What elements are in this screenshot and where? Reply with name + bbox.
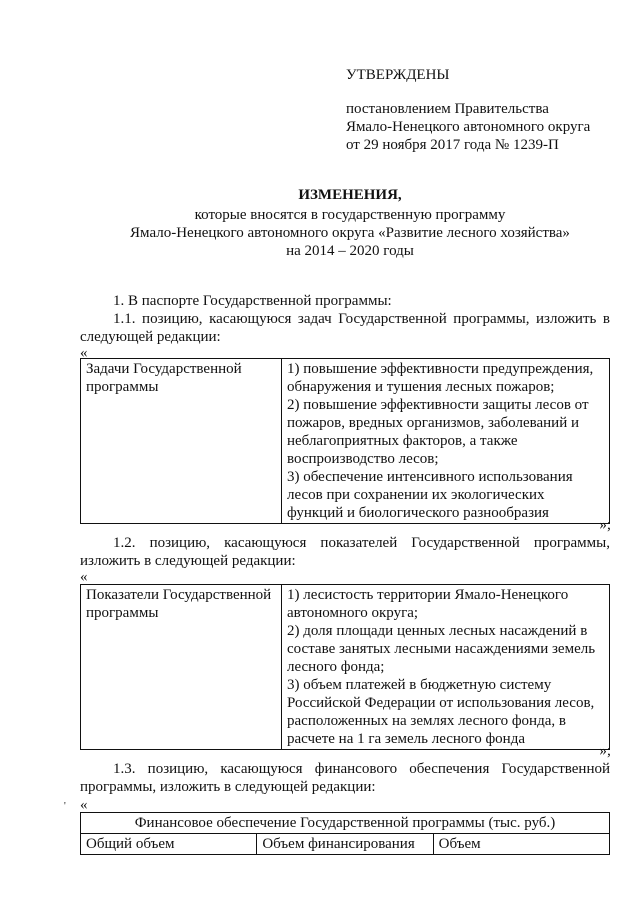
list-item: 1) повышение эффективности предупреждения, обнаружения и тушения лесных пожаров; xyxy=(287,361,594,395)
financing-table xyxy=(80,812,610,855)
section-title: 1. В паспорте Государственной программы: xyxy=(113,293,392,309)
close-quote: »; xyxy=(599,743,611,759)
approval-block xyxy=(346,66,626,154)
table-cell: Объем финансирования xyxy=(257,834,433,855)
paragraph-1-2: 1.2. позицию, касающуюся показателей Государственной программы, изложить в следующей редакции: xyxy=(80,535,610,569)
paragraph-1-3: 1.3. позицию, касающуюся финансового обеспечения Государственной программы, изложить в следующей редакции: xyxy=(80,761,610,795)
document-subtitle-line: которые вносятся в государственную программу xyxy=(194,207,506,223)
approval-line: Ямало-Ненецкого автономного округа xyxy=(346,119,591,135)
list-item: 2) доля площади ценных лесных насаждений в составе занятых лесными насаждениями земель лесного фонда; xyxy=(287,623,596,675)
stray-mark: ' xyxy=(64,801,66,812)
document-subtitle-line: на 2014 – 2020 годы xyxy=(286,243,414,259)
tasks-list xyxy=(282,359,610,524)
list-item: 2) повышение эффективности защиты лесов от пожаров, вредных организмов, заболеваний и неблагоприятных факторов, а также воспроизводство лесов; xyxy=(287,397,589,467)
table-cell: Объем xyxy=(433,834,609,855)
indicators-table xyxy=(80,584,610,750)
tasks-table xyxy=(80,358,610,524)
list-item: 3) объем платежей в бюджетную систему Российской Федерации от использования лесов, расположенных на землях лесного фонда, в расчете на 1 га земель лесного фонда xyxy=(287,677,595,747)
open-quote: « xyxy=(80,569,88,585)
approval-line: от 29 ноября 2017 года № 1239-П xyxy=(346,137,559,153)
open-quote: « xyxy=(80,345,88,361)
tasks-label: Задачи Государственной программы xyxy=(81,359,282,524)
paragraph-1-1: 1.1. позицию, касающуюся задач Государственной программы, изложить в следующей редакции: xyxy=(80,311,610,345)
approval-title: УТВЕРЖДЕНЫ xyxy=(346,67,450,83)
open-quote: « xyxy=(80,797,88,813)
list-item: 3) обеспечение интенсивного использования лесов при сохранении их экологических функций и биологического разнообразия xyxy=(287,469,573,521)
approval-line: постановлением Правительства xyxy=(346,101,549,117)
indicators-list xyxy=(282,585,610,750)
document-subtitle-line: Ямало-Ненецкого автономного округа «Развитие лесного хозяйства» xyxy=(130,225,570,241)
table-cell: Общий объем xyxy=(81,834,257,855)
close-quote: »; xyxy=(599,517,611,533)
indicators-label: Показатели Государственной программы xyxy=(81,585,282,750)
list-item: 1) лесистость территории Ямало-Ненецкого автономного округа; xyxy=(287,587,569,621)
financing-header: Финансовое обеспечение Государственной программы (тыс. руб.) xyxy=(81,813,610,834)
document-title: ИЗМЕНЕНИЯ, xyxy=(298,187,402,203)
